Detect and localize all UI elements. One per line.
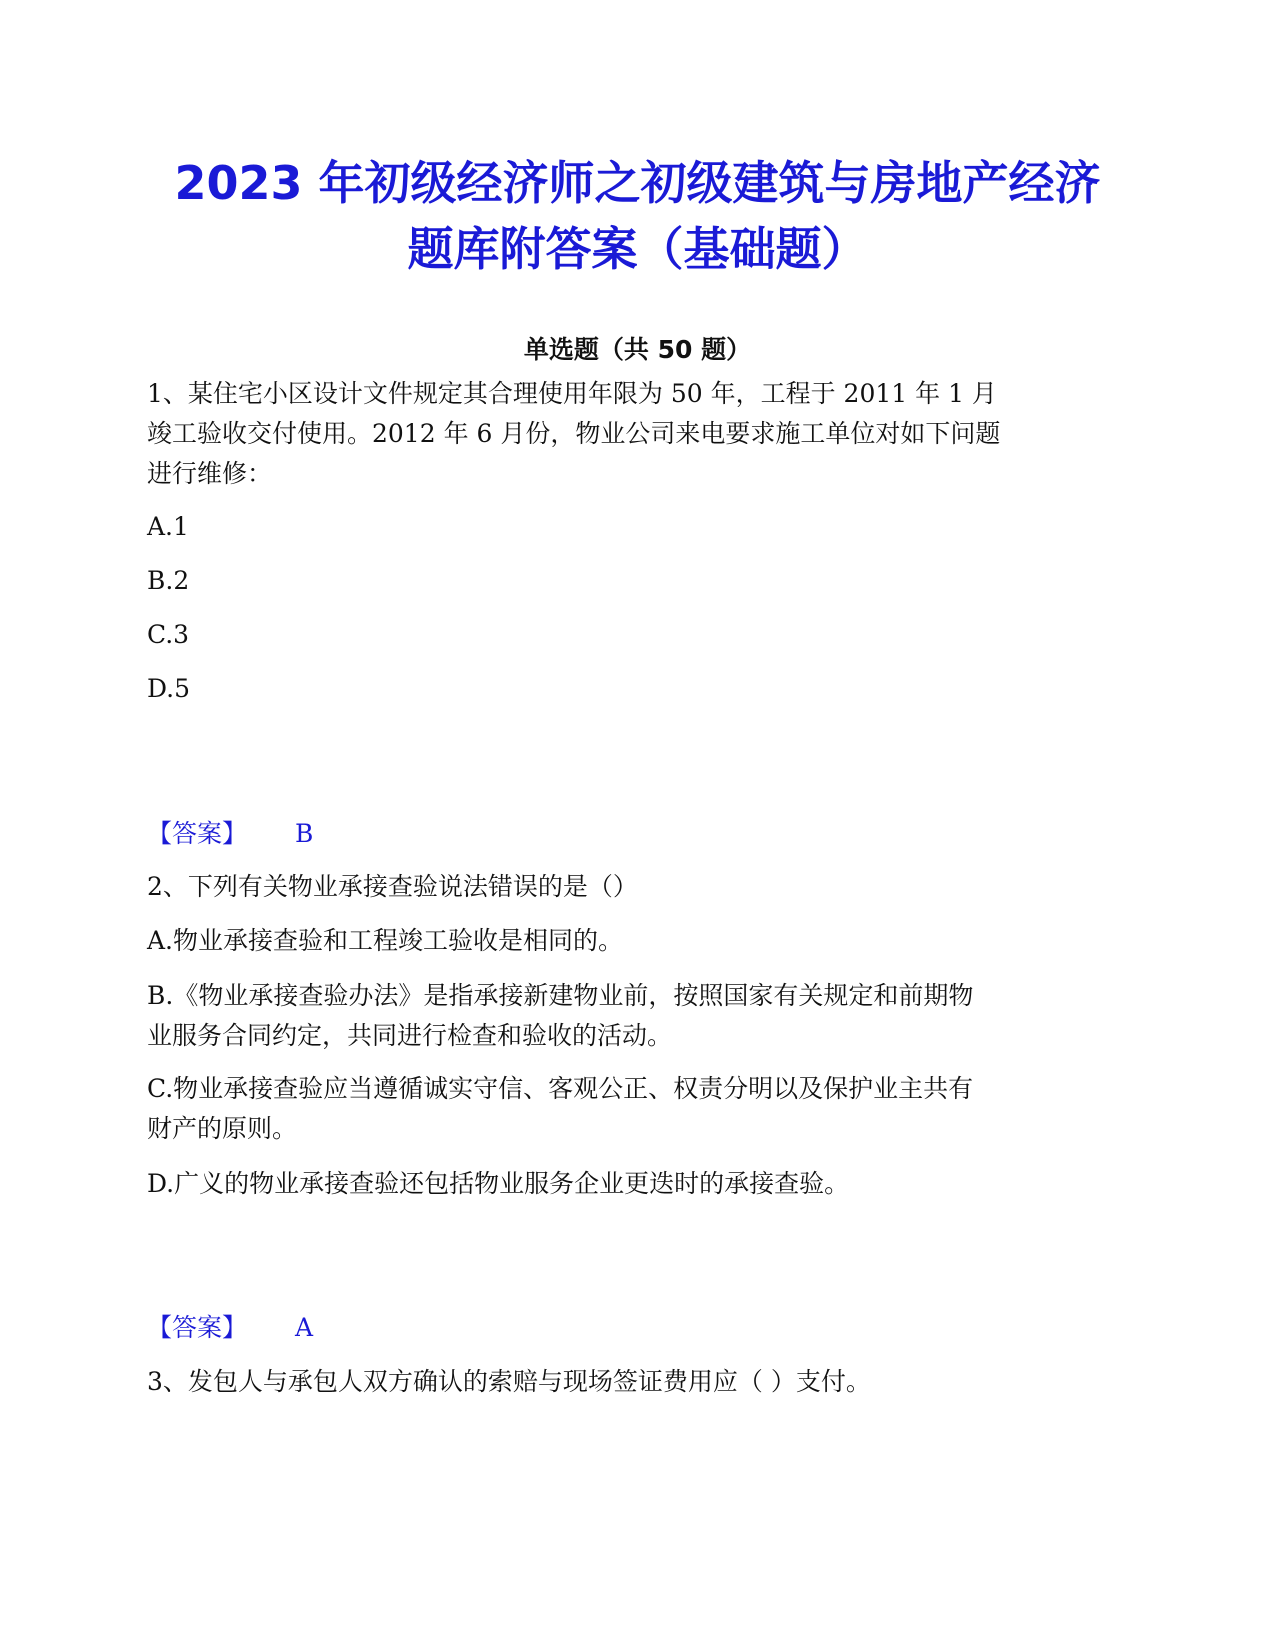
answer-label: 【答案】 bbox=[147, 819, 248, 848]
q1-option-a: A.1 bbox=[147, 512, 189, 541]
q2-option-a: A.物业承接查验和工程竣工验收是相同的。 bbox=[147, 926, 624, 955]
q1-option-d: D.5 bbox=[147, 674, 191, 703]
title-line-2: 题库附答案（基础题） bbox=[407, 222, 868, 276]
q1-answer bbox=[147, 814, 1137, 854]
answer-label: 【答案】 bbox=[147, 1313, 248, 1342]
q2-option-c-line-1: C.物业承接查验应当遵循诚实守信、客观公正、权责分明以及保护业主共有 bbox=[147, 1074, 974, 1103]
q1-option-b: B.2 bbox=[147, 566, 190, 595]
q2-stem-line-1: 2、下列有关物业承接查验说法错误的是（） bbox=[147, 872, 638, 901]
q3-stem-line-1: 3、发包人与承包人双方确认的索赔与现场签证费用应（ ）支付。 bbox=[147, 1367, 871, 1396]
title-line-1: 2023 年初级经济师之初级建筑与房地产经济 bbox=[174, 156, 1101, 210]
q1-stem-line-3: 进行维修： bbox=[147, 459, 273, 488]
q1-stem-line-1: 1、某住宅小区设计文件规定其合理使用年限为 50 年，工程于 2011 年 1 月 bbox=[147, 379, 997, 408]
document-title bbox=[100, 150, 1175, 282]
q2-answer bbox=[147, 1308, 1137, 1348]
q1-stem-line-2: 竣工验收交付使用。2012 年 6 月份，物业公司来电要求施工单位对如下问题 bbox=[147, 419, 1001, 448]
answer-value: B bbox=[295, 819, 314, 848]
q2-option-d: D.广义的物业承接查验还包括物业服务企业更迭时的承接查验。 bbox=[147, 1169, 850, 1198]
q1-option-c: C.3 bbox=[147, 620, 190, 649]
section-heading: 单选题（共 50 题） bbox=[523, 335, 752, 364]
answer-value: A bbox=[295, 1313, 314, 1342]
q2-option-c-line-2: 财产的原则。 bbox=[147, 1114, 298, 1143]
q2-option-b-line-2: 业服务合同约定，共同进行检查和验收的活动。 bbox=[147, 1021, 673, 1050]
q2-option-b-line-1: B.《物业承接查验办法》是指承接新建物业前，按照国家有关规定和前期物 bbox=[147, 981, 974, 1010]
